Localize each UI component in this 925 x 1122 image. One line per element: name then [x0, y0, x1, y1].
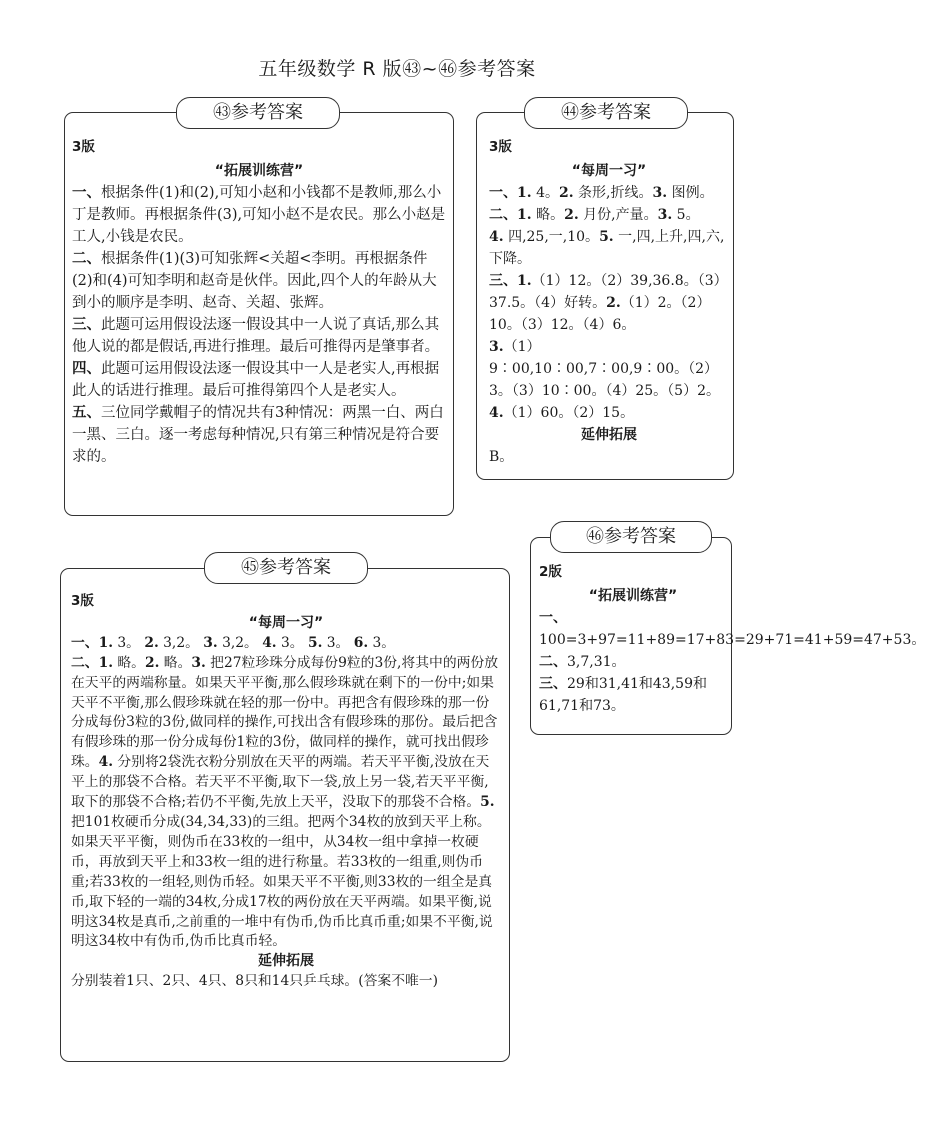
edition-label: 2版	[539, 564, 562, 580]
answer-tab-46: ㊻参考答案	[550, 521, 712, 553]
section-heading: “拓展训练营”	[214, 163, 304, 179]
answer-line-3: 4. 四,25,一,10。5. 一,四,上升,四,六,下降。	[489, 229, 725, 267]
answer-line-2: 二、1. 略。2. 月份,产量。3. 5。	[489, 207, 700, 223]
answer-content-43	[72, 136, 446, 468]
edition-label: 3版	[71, 593, 94, 609]
answer-item-1: 一、100=3+97=11+89=17+83=29+71=41+59=47+53。	[539, 610, 925, 648]
page-title: 五年级数学 R 版㊸~㊻参考答案	[258, 58, 536, 80]
answer-content-46	[539, 561, 925, 717]
answer-line-1: 一、1. 4。2. 条形,折线。3. 图例。	[489, 185, 714, 201]
answer-item-1: 一、根据条件(1)和(2),可知小赵和小钱都不是教师,那么小丁是教师。再根据条件(3),可知小赵不是农民。那么小赵是工人,小钱是农民。	[72, 185, 446, 245]
answer-tab-45: ㊺参考答案	[204, 552, 368, 584]
extension-heading: 延伸拓展	[258, 953, 314, 970]
answer-item-5: 五、三位同学戴帽子的情况共有3种情况：两黑一白、两白一黑、三白。逐一考虑每种情况,只有第三种情况是符合要求的。	[72, 405, 444, 465]
answer-line-1: 一、1. 3。 2. 3,2。 3. 3,2。 4. 3。 5. 3。 6. 3。	[71, 634, 396, 651]
answer-item-3: 三、此题可运用假设法逐一假设其中一人说了真话,那么其他人说的都是假话,再进行推理。最后可推得丙是肇事者。	[72, 317, 440, 355]
answer-line-5: 3.（1）9∶00,10∶00,7∶00,9∶00。（2）3。（3）10∶00。（4）25。（5）2。	[489, 339, 720, 399]
section-heading: “每周一习”	[248, 614, 324, 631]
answer-content-45	[71, 592, 501, 992]
answer-item-2: 二、根据条件(1)(3)可知张辉<关超<李明。再根据条件(2)和(4)可知李明和赵奇是伙伴。因此,四个人的年龄从大到小的顺序是李明、赵奇、关超、张辉。	[72, 251, 437, 311]
answer-item-4: 四、此题可运用假设法逐一假设其中一人是老实人,再根据此人的话进行推理。最后可推得第四个人是老实人。	[72, 361, 440, 399]
answer-item-2: 二、3,7,31。	[539, 654, 626, 670]
extension-answer: B。	[489, 449, 514, 465]
extension-answer: 分别装着1只、2只、4只、8只和14只乒乓球。(答案不唯一)	[71, 973, 438, 990]
edition-label: 3版	[72, 139, 95, 155]
answer-tab-44: ㊹参考答案	[524, 97, 688, 129]
extension-heading: 延伸拓展	[581, 427, 637, 443]
answer-tab-43: ㊸参考答案	[176, 97, 340, 129]
edition-label: 3版	[489, 139, 512, 155]
answer-content-44	[489, 136, 729, 468]
answer-line-6: 4.（1）60。（2）15。	[489, 405, 635, 421]
answer-line-2: 二、1. 略。2. 略。3. 把27粒珍珠分成每份9粒的3份,将其中的两份放在天平的两端称量。如果天平平衡,那么假珍珠就在剩下的一份中;如果天平不平衡,那么假珍珠就在轻的那一份中。再把含有假珍珠的那一份分成每份3粒的3份,做同样的操作,可找出含有假珍珠的那份。最后把含有假珍珠的那一份分成每份1粒的3份，做同样的操作，就可找出假珍珠。4. 分别将2袋洗衣粉分别放在天平的两端。若天平平衡,没放在天平上的那袋不合格。若天平不平衡,取下一袋,放上另一袋,若天平平衡,取下的那袋不合格;若仍不平衡,先放上天平，没取下的那袋不合格。5. 把101枚硬币分成(34,34,33)的三组。把两个34枚的放到天平上称。如果天平平衡，则伪币在33枚的一组中，从34枚一组中拿掉一枚硬币，再放到天平上和33枚一组的进行称量。若33枚的一组重,则伪币重;若33枚的一组轻,则伪币轻。如果天平不平衡,则33枚的一组全是真币,取下轻的一端的34枚,分成17枚的两份放在天平两端。如果平衡,说明这34枚是真币,之前重的一堆中有伪币,伪币比真币重;如果不平衡,说明这34枚中有伪币,伪币比真币轻。	[71, 654, 499, 950]
answer-item-3: 三、29和31,41和43,59和61,71和73。	[539, 676, 707, 714]
section-heading: “拓展训练营”	[588, 588, 678, 604]
answer-line-4: 三、1.（1）12。（2）39,36.8。（3）37.5。（4）好转。2.（1）2。（2）10。（3）12。（4）6。	[489, 273, 728, 333]
section-heading: “每周一习”	[571, 163, 647, 179]
